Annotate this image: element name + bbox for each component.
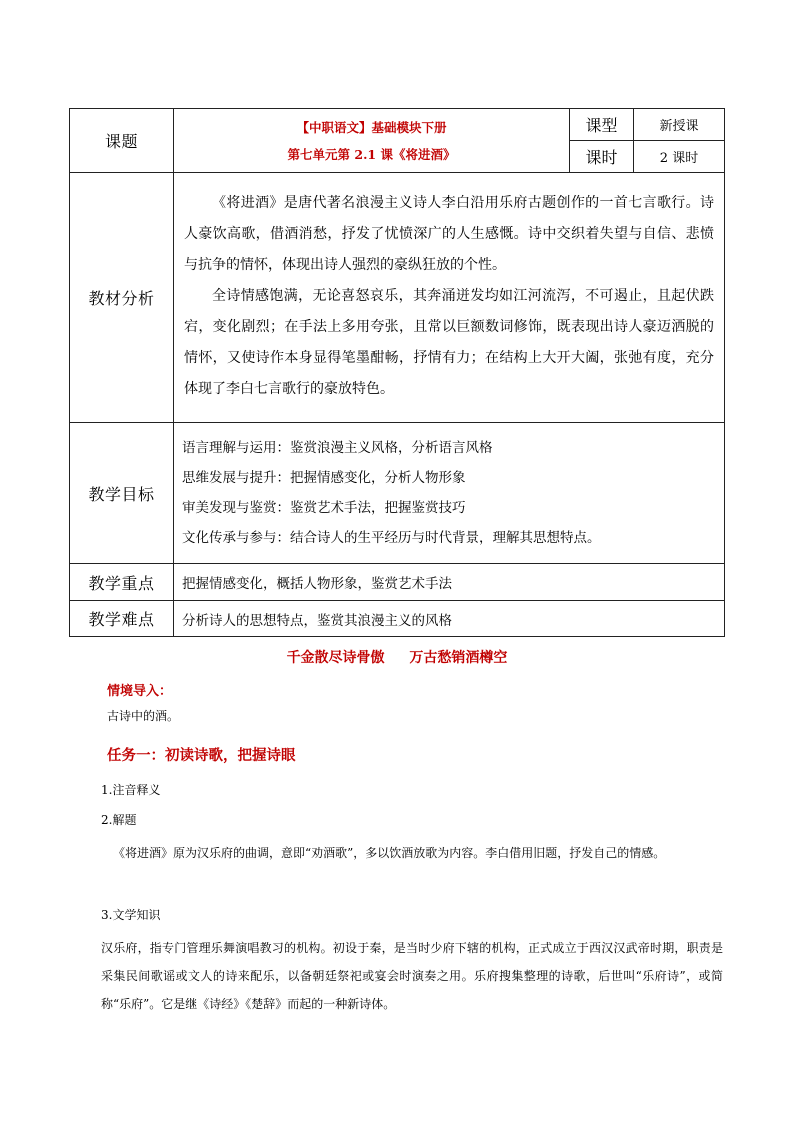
hours-value: 2 课时: [634, 141, 725, 173]
lesson-title-line2: 第七单元第 2.1 课《将进酒》: [287, 146, 456, 162]
type-label: 课型: [570, 109, 634, 141]
goal-item: 审美发现与鉴赏：鉴赏艺术手法，把握鉴赏技巧: [182, 500, 466, 516]
task-one-heading: 任务一：初读诗歌，把握诗眼: [107, 747, 296, 764]
key-points-text: 把握情感变化，概括人物形象，鉴赏艺术手法: [174, 564, 725, 601]
analysis-paragraph-2: 全诗情感饱满，无论喜怒哀乐，其奔涌迸发均如江河流泻，不可遏止，且起伏跌宕，变化剧烈；在手法上多用夸张，且常以巨额数词修饰，既表现出诗人豪迈洒脱的情怀，又使诗作本身显得笔墨酣畅，抒情有力；在结构上大开大阖，张弛有度，充分体现了李白七言歌行的豪放特色。: [184, 288, 714, 397]
lesson-title: [174, 109, 570, 173]
difficulties-text: 分析诗人的思想特点，鉴赏其浪漫主义的风格: [174, 601, 725, 637]
key-points-label: 教学重点: [70, 564, 174, 601]
goals-list: [174, 423, 725, 564]
goal-item: 思维发展与提升：把握情感变化，分析人物形象: [182, 470, 466, 486]
motto-heading: 千金散尽诗骨傲 万古愁销酒樽空: [286, 650, 508, 666]
item-title-explanation: 2.解题: [101, 813, 137, 827]
title-explanation-text: 《将进酒》原为汉乐府的曲调，意即“劝酒歌”，多以饮酒放歌为内容。李白借用旧题，抒发自己的情感。: [113, 846, 666, 860]
hours-label: 课时: [570, 141, 634, 173]
difficulties-label: 教学难点: [70, 601, 174, 637]
lesson-plan-table: [69, 108, 725, 637]
intro-heading: 情境导入：: [107, 684, 173, 699]
item-literary-knowledge: 3.文学知识: [101, 908, 161, 922]
analysis-text: [174, 173, 725, 423]
literary-knowledge-text: 汉乐府，指专门管理乐舞演唱教习的机构。初设于秦，是当时少府下辖的机构，正式成立于西汉汉武帝时期，职责是采集民间歌谣或文人的诗来配乐，以备朝廷祭祀或宴会时演奏之用。乐府搜集整理的诗歌，后世叫“乐府诗”，或简称“乐府”。它是继《诗经》《楚辞》而起的一种新诗体。: [101, 941, 723, 1011]
topic-label: 课题: [70, 109, 174, 173]
goals-label: 教学目标: [70, 423, 174, 564]
intro-text: 古诗中的酒。: [107, 709, 180, 723]
analysis-label: 教材分析: [70, 173, 174, 423]
lesson-title-line1: 【中职语文】基础模块下册: [296, 119, 447, 135]
item-annotation: 1.注音释义: [101, 783, 161, 797]
goal-item: 语言理解与运用：鉴赏浪漫主义风格，分析语言风格: [182, 440, 493, 456]
goal-item: 文化传承与参与：结合诗人的生平经历与时代背景，理解其思想特点。: [182, 530, 601, 546]
type-value: 新授课: [634, 109, 725, 141]
analysis-paragraph-1: 《将进酒》是唐代著名浪漫主义诗人李白沿用乐府古题创作的一首七言歌行。诗人豪饮高歌，借酒消愁，抒发了忧愤深广的人生感慨。诗中交织着失望与自信、悲愤与抗争的情怀，体现出诗人强烈的豪纵狂放的个性。: [184, 195, 714, 273]
